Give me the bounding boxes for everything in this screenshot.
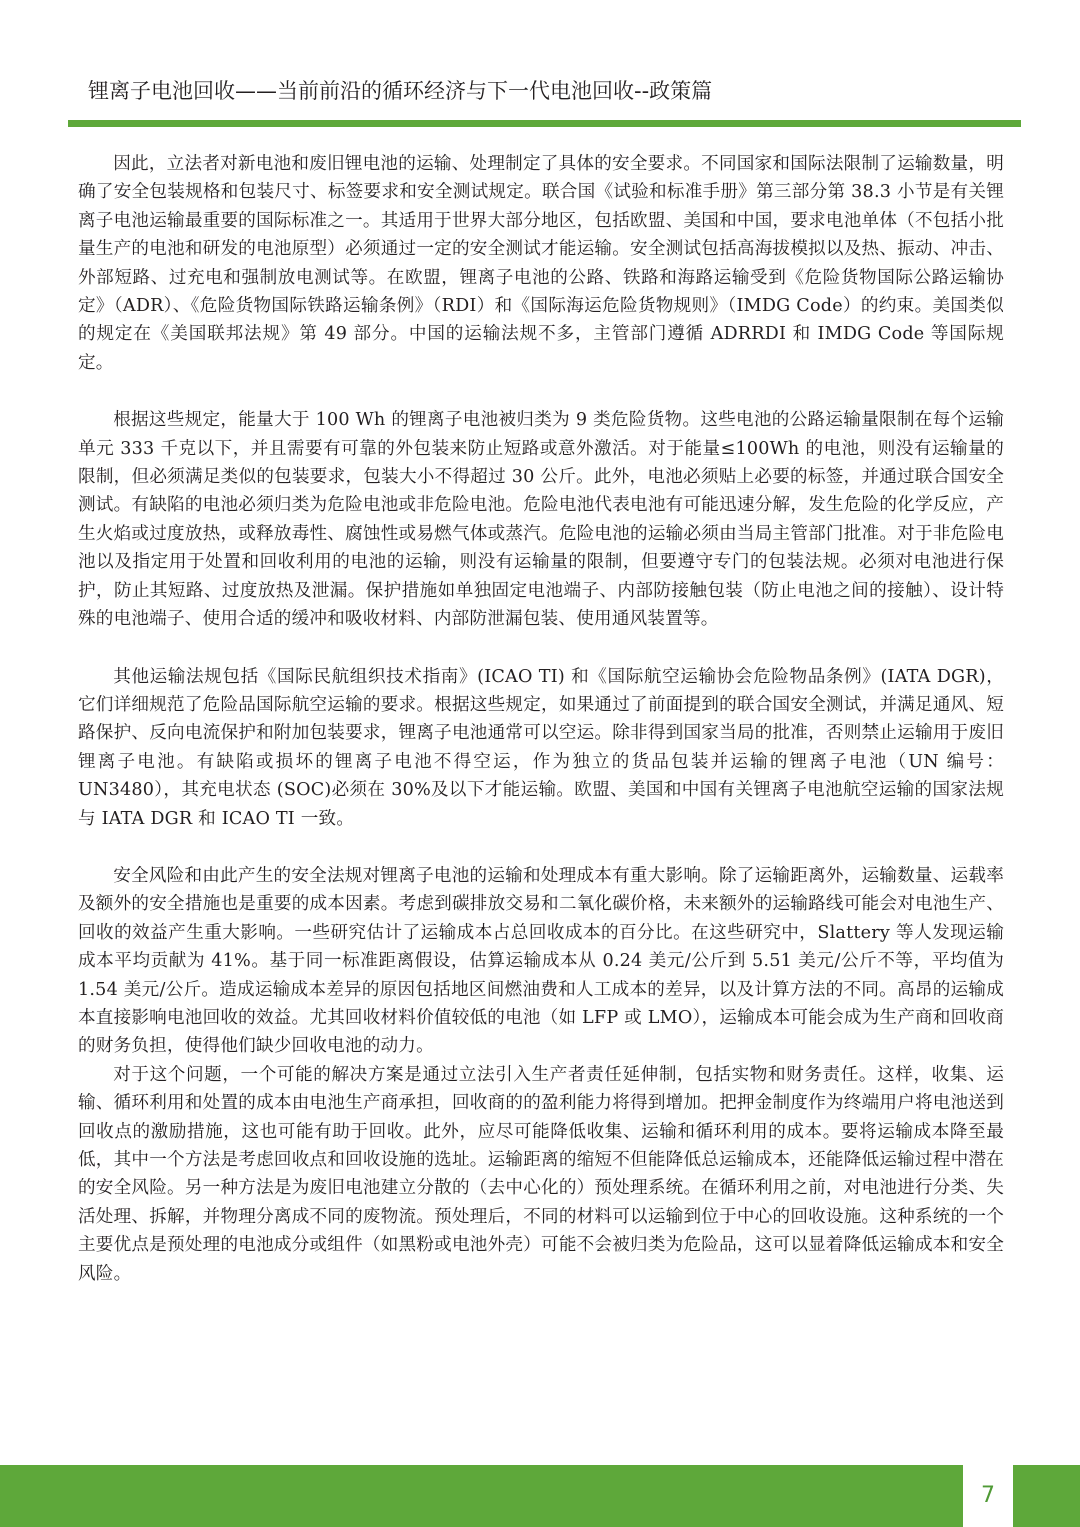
paragraph-5: 对于这个问题，一个可能的解决方案是通过立法引入生产者责任延伸制，包括实物和财务责任。这样，收集、运输、循环利用和处置的成本由电池生产商承担，回收商的的盈利能力将得到增加。把押金制度作为终端用户将电池送到回收点的激励措施，这也可能有助于回收。此外，应尽可能降低收集、运输和循环利用的成本。要将运输成本降至最低，其中一个方法是考虑回收点和回收设施的选址。运输距离的缩短不但能降低总运输成本，还能降低运输过程中潜在的安全风险。另一种方法是为废旧电池建立分散的（去中心化的）预处理系统。在循环利用之前，对电池进行分类、失活处理、拆解，并物理分离成不同的废物流。预处理后，不同的材料可以运输到位于中心的回收设施。这种系统的一个主要优点是预处理的电池成分或组件（如黑粉或电池外壳）可能不会被归类为危险品，这可以显着降低运输成本和安全风险。 bbox=[78, 1064, 1004, 1284]
paragraph-3: 其他运输法规包括《国际民航组织技术指南》(ICAO TI) 和《国际航空运输协会危险物品条例》(IATA DGR)，它们详细规范了危险品国际航空运输的要求。根据这些规定，如果通过了前面提到的联合国安全测试，并满足通风、短路保护、反向电流保护和附加包装要求，锂离子电池通常可以空运。除非得到国家当局的批准，否则禁止运输用于废旧锂离子电池。有缺陷或损坏的锂离子电池不得空运，作为独立的货品包装并运输的锂离子电池（UN 编号：UN3480），其充电状态 (SOC)必须在 30%及以下才能运输。欧盟、美国和中国有关锂离子电池航空运输的国家法规与 IATA DGR 和 ICAO TI 一致。 bbox=[78, 666, 1004, 829]
paragraph-1: 因此，立法者对新电池和废旧锂电池的运输、处理制定了具体的安全要求。不同国家和国际法限制了运输数量，明确了安全包装规格和包装尺寸、标签要求和安全测试规定。联合国《试验和标准手册》第三部分第 38.3 小节是有关锂离子电池运输最重要的国际标准之一。其适用于世界大部分地区，包括欧盟、美国和中国，要求电池单体（不包括小批量生产的电池和研发的电池原型）必须通过一定的安全测试才能运输。安全测试包括高海拔模拟以及热、振动、冲击、外部短路、过充电和强制放电测试等。在欧盟，锂离子电池的公路、铁路和海路运输受到《危险货物国际公路运输协定》（ADR）、《危险货物国际铁路运输条例》（RDI）和《国际海运危险货物规则》（IMDG Code）的约束。美国类似的规定在《美国联邦法规》第 49 部分。中国的运输法规不多，主管部门遵循 ADRRDI 和 IMDG Code 等国际规定。 bbox=[78, 154, 1004, 373]
page-number: 7 bbox=[981, 1483, 995, 1508]
paragraph-2: 根据这些规定，能量大于 100 Wh 的锂离子电池被归类为 9 类危险货物。这些电池的公路运输量限制在每个运输单元 333 千克以下，并且需要有可靠的外包装来防止短路或意外激活。对于能量≤100Wh 的电池，则没有运输量的限制，但必须满足类似的包装要求，包装大小不得超过 30 公斤。此外，电池必须贴上必要的标签，并通过联合国安全测试。有缺陷的电池必须归类为危险电池或非危险电池。危险电池代表电池有可能迅速分解，发生危险的化学反应，产生火焰或过度放热，或释放毒性、腐蚀性或易燃气体或蒸汽。危险电池的运输必须由当局主管部门批准。对于非危险电池以及指定用于处置和回收利用的电池的运输，则没有运输量的限制，但要遵守专门的包装法规。必须对电池进行保护，防止其短路、过度放热及泄漏。保护措施如单独固定电池端子、内部防接触包装（防止电池之间的接触）、设计特殊的电池端子、使用合适的缓冲和吸收材料、内部防泄漏包装、使用通风装置等。 bbox=[78, 410, 1004, 630]
footer-bar-tail bbox=[1013, 1465, 1080, 1527]
header-divider bbox=[68, 120, 1021, 127]
document-body bbox=[78, 150, 1004, 1288]
paragraph-4: 安全风险和由此产生的安全法规对锂离子电池的运输和处理成本有重大影响。除了运输距离外，运输数量、运载率及额外的安全措施也是重要的成本因素。考虑到碳排放交易和二氧化碳价格，未来额外的运输路线可能会对电池生产、回收的效益产生重大影响。一些研究估计了运输成本占总回收成本的百分比。在这些研究中，Slattery 等人发现运输成本平均贡献为 41%。基于同一标准距离假设，估算运输成本从 0.24 美元/公斤到 5.51 美元/公斤不等，平均值为 1.54 美元/公斤。造成运输成本差异的原因包括地区间燃油费和人工成本的差异，以及计算方法的不同。高昂的运输成本直接影响电池回收的效益。尤其回收材料价值较低的电池（如 LFP 或 LMO），运输成本可能会成为生产商和回收商的财务负担，使得他们缺少回收电池的动力。 bbox=[78, 865, 1004, 1057]
page-header-title: 锂离子电池回收——当前前沿的循环经济与下一代电池回收--政策篇 bbox=[88, 79, 713, 103]
footer-bar bbox=[0, 1465, 963, 1527]
